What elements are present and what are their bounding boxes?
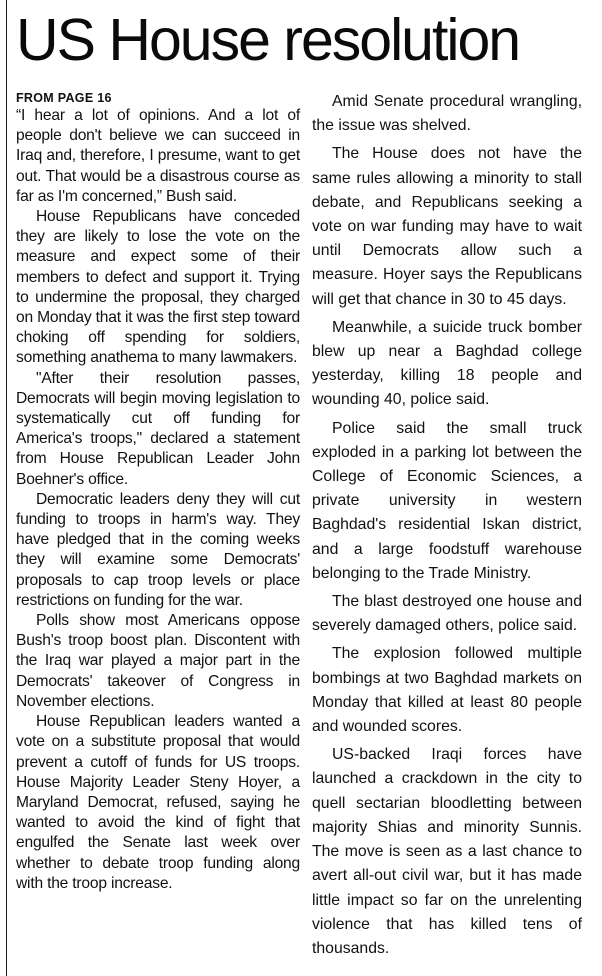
paragraph: Police said the small truck exploded in a parking lot between the College of Economic Sciences, a private university in western Baghdad's residential Iskan district, and a large foodstuff warehouse belonging to the Trade Ministry. [312, 419, 582, 582]
article-column-right [312, 90, 582, 965]
jump-label: FROM PAGE 16 [16, 91, 112, 105]
paragraph: The House does not have the same rules allowing a minority to stall debate, and Republicans seeking a vote on war funding may have to wait until Democrats allow such a measure. Hoyer says the Republicans will get that chance in 30 to 45 days. [312, 145, 582, 308]
paragraph: Amid Senate procedural wrangling, the issue was shelved. [312, 93, 582, 135]
paragraph: House Republican leaders wanted a vote on a substitute proposal that would prevent a cutoff of funds for US troops. House Majority Leader Steny Hoyer, a Maryland Democrat, refused, saying he wanted to avoid the kind of fight that engulfed the Senate last week over whether to debate troop funding along with the troop increase. [16, 713, 300, 892]
paragraph: “I hear a lot of opinions. And a lot of people don't believe we can succeed in Iraq and, therefore, I presume, want to get out. That would be a disastrous course as far as I'm concerned,” Bush said. [16, 107, 300, 205]
article-column-left [16, 90, 300, 894]
paragraph: "After their resolution passes, Democrats will begin moving legislation to systematically cut off funding for America's troops," declared a statement from House Republican Leader John Boehner's office. [16, 369, 300, 488]
paragraph: US-backed Iraqi forces have launched a crackdown in the city to quell sectarian bloodletting between majority Shias and minority Sunnis. The move is seen as a last chance to avert all-out civil war, but it has made little impact so far on the unrelenting violence that has killed tens of thousands. [312, 746, 582, 957]
paragraph: Meanwhile, a suicide truck bomber blew up near a Baghdad college yesterday, killing 18 people and wounding 40, police said. [312, 318, 582, 409]
paragraph: House Republicans have conceded they are likely to lose the vote on the measure and expect some of their members to defect and support it. Trying to undermine the proposal, they charged on Monday that it was the first step toward choking off spending for soldiers, something anathema to many lawmakers. [16, 208, 300, 367]
paragraph: Democratic leaders deny they will cut funding to troops in harm's way. They have pledged that in the coming weeks they will examine some Democrats' proposals to cap troop levels or place restrictions on funding for the war. [16, 490, 300, 609]
headline: US House resolution [16, 7, 520, 73]
column-rule-left [6, 0, 7, 976]
paragraph: The blast destroyed one house and severely damaged others, police said. [312, 593, 582, 635]
paragraph: Polls show most Americans oppose Bush's troop boost plan. Discontent with the Iraq war played a major part in the Democrats' takeover of Congress in November elections. [16, 612, 300, 710]
paragraph: The explosion followed multiple bombings at two Baghdad markets on Monday that killed at least 80 people and wounded scores. [312, 645, 582, 736]
